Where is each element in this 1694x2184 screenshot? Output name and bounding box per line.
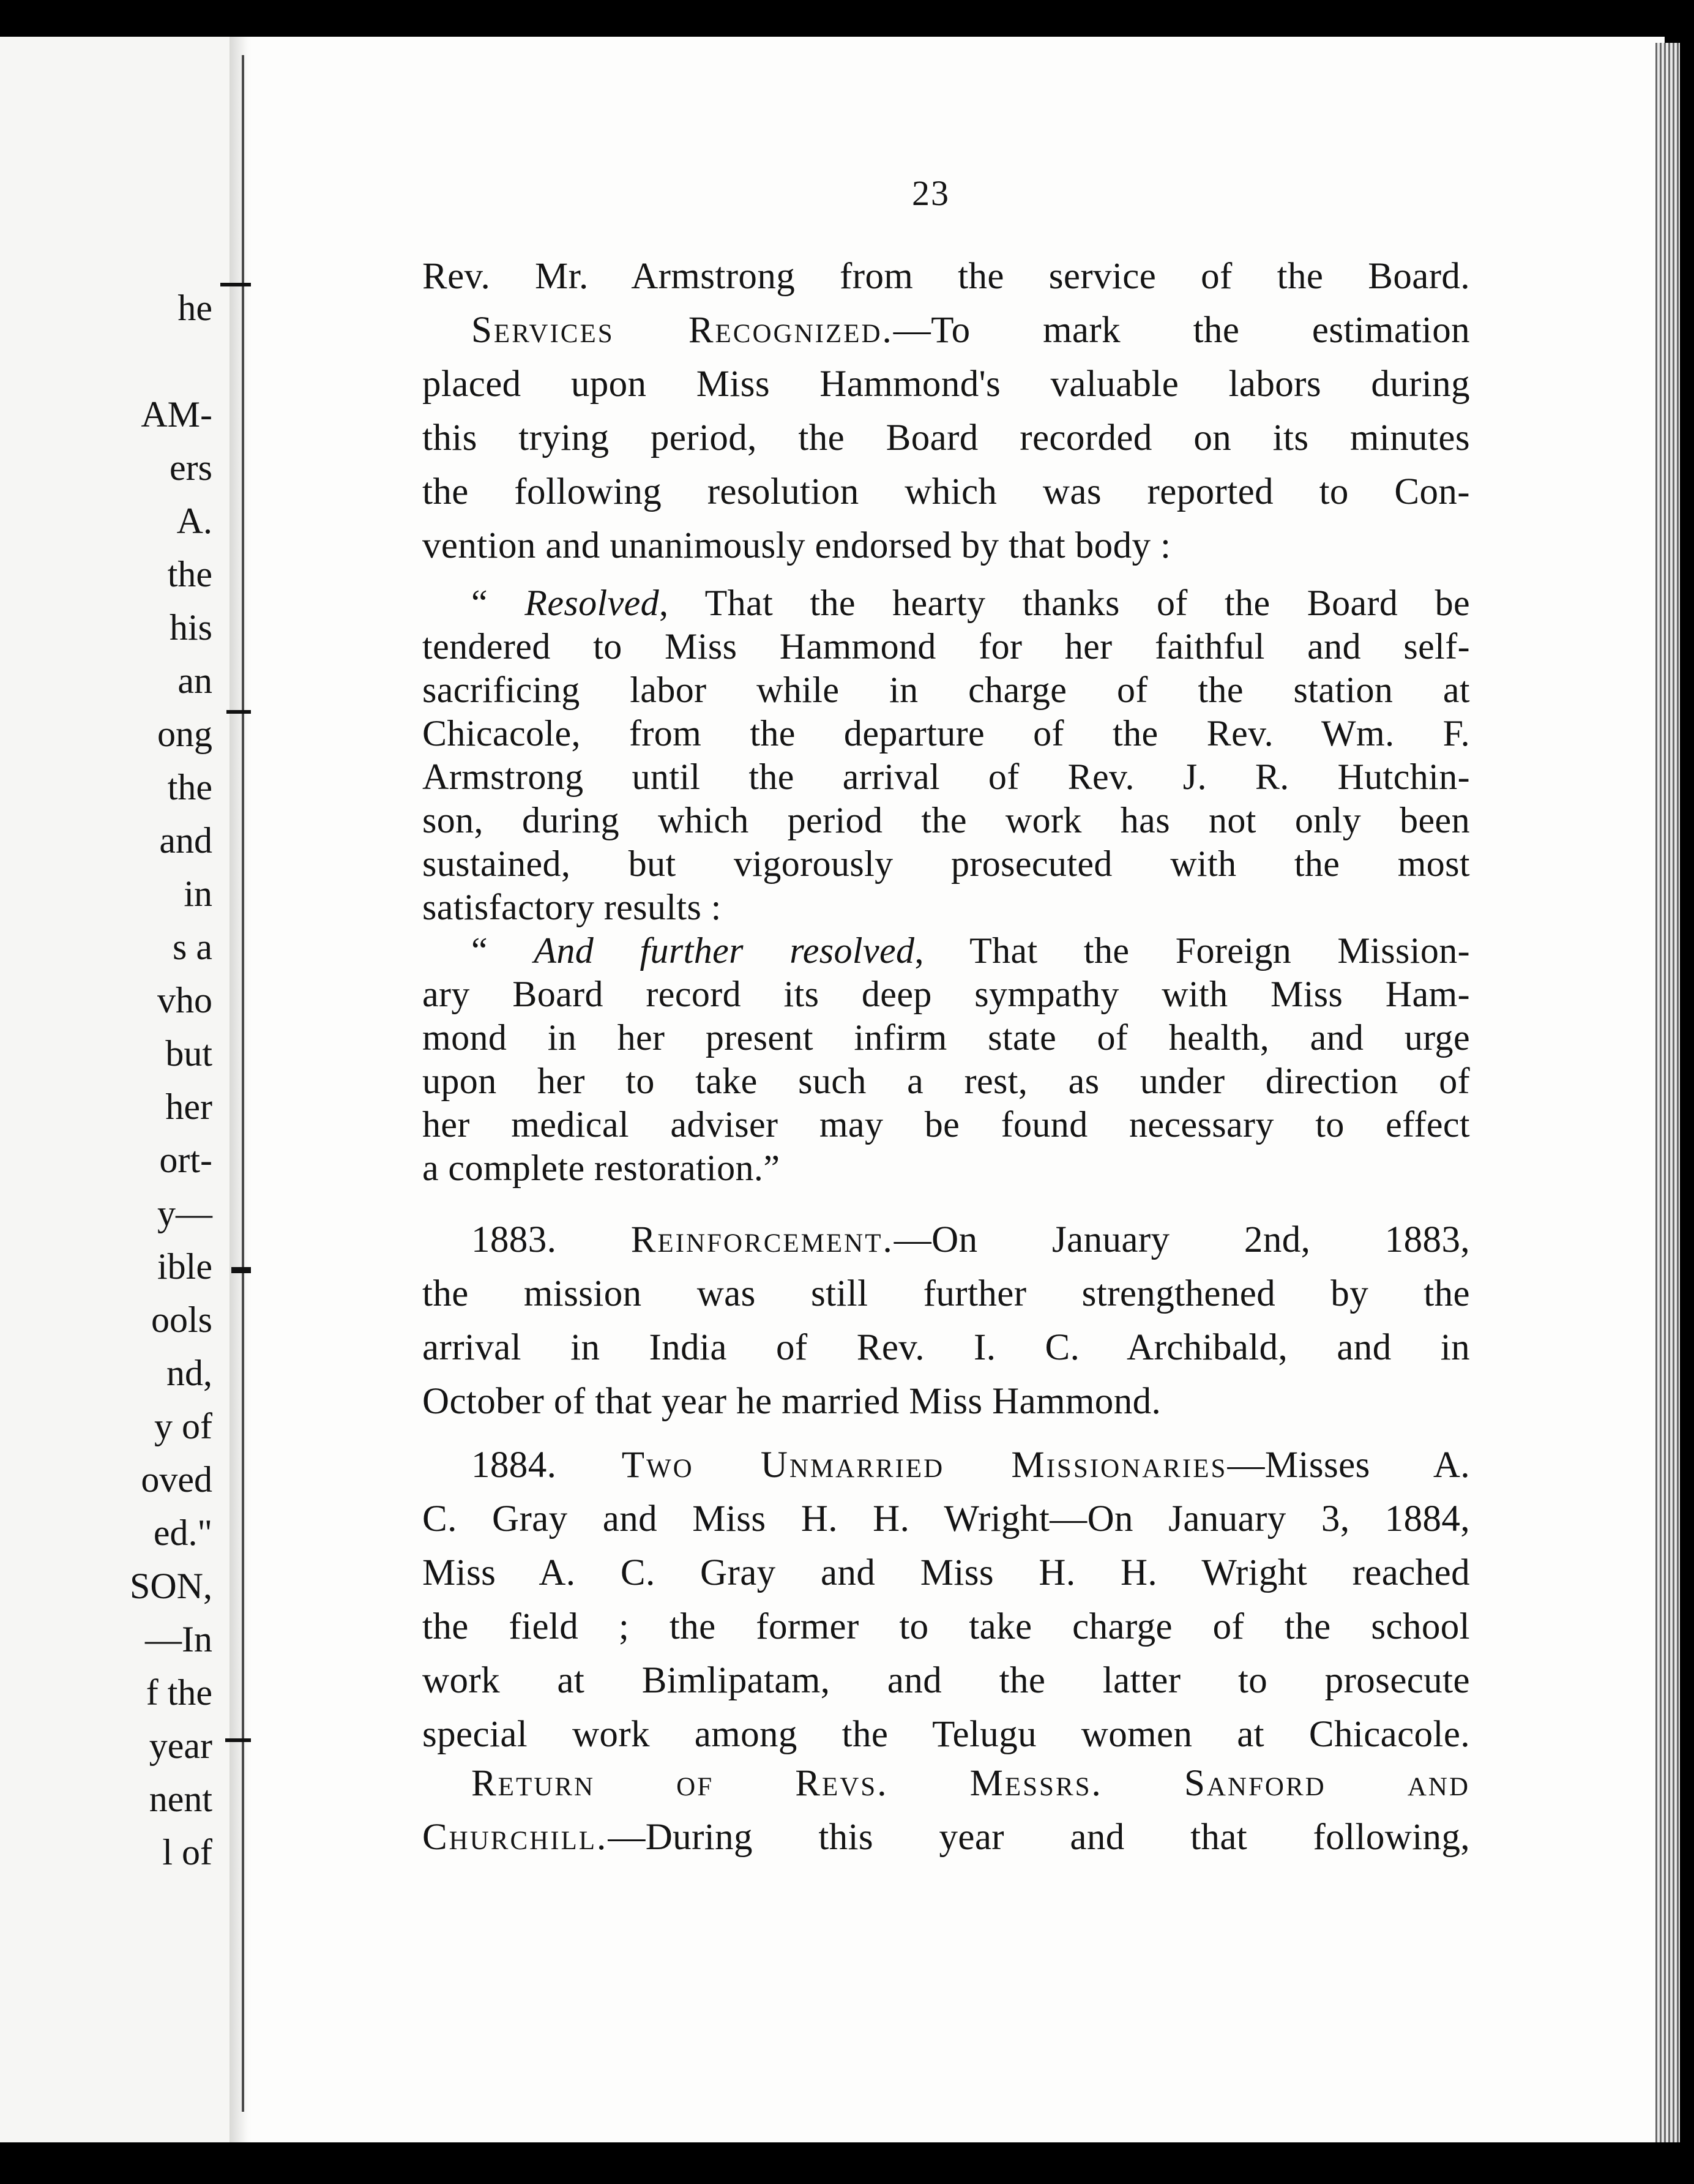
fragment-line: ers <box>170 447 212 488</box>
text-line <box>422 304 1470 357</box>
text-line: the following resolution which was reported to Con- <box>422 471 1470 512</box>
paragraph-1883-reinforcement <box>422 1213 1470 1429</box>
text-line: Chicacole, from the departure of the Rev. Wm. F. <box>422 713 1470 754</box>
text-line: Rev. Mr. Armstrong from the service of the Board. <box>422 256 1470 297</box>
text-line <box>422 1213 1470 1267</box>
fragment-line: AM- <box>141 394 212 435</box>
section-heading: Services Recognized. <box>471 310 894 351</box>
year-label: 1884. <box>471 1445 557 1486</box>
fragment-line: but <box>165 1033 212 1074</box>
text-line: special work among the Telugu women at Chicacole. <box>422 1714 1470 1755</box>
fragment-line <box>130 335 212 388</box>
text-line: mond in her present infirm state of health, and urge <box>422 1017 1470 1058</box>
fragment-line: ort- <box>159 1140 212 1180</box>
fragment-line: f the <box>146 1672 212 1713</box>
fragment-line: A. <box>176 501 212 541</box>
fragment-line: nent <box>149 1779 212 1819</box>
text-line: a complete restoration.” <box>422 1148 780 1188</box>
text-line: placed upon Miss Hammond's valuable labors during <box>422 364 1470 405</box>
text-line: sacrificing labor while in charge of the station at <box>422 670 1470 710</box>
scan-top-border <box>0 0 1694 37</box>
section-heading: Reinforcement. <box>630 1219 894 1260</box>
fragment-line: —In <box>145 1619 212 1659</box>
fragment-line: ools <box>151 1300 212 1340</box>
fragment-line: her <box>165 1086 212 1127</box>
text-run: —Misses A. <box>1227 1445 1470 1486</box>
text-line: vention and unanimously endorsed by that body : <box>422 525 1171 566</box>
fragment-line: ible <box>157 1246 212 1287</box>
paragraph-return-of-revs <box>422 1757 1470 1864</box>
text-line <box>422 1811 1470 1864</box>
fragment-line: ong <box>157 714 212 754</box>
fragment-line: the <box>167 554 212 594</box>
quote-mark: “ <box>471 583 525 623</box>
fragment-line: SON, <box>129 1566 212 1606</box>
page-stack-edge <box>1655 43 1680 2142</box>
fragment-line: his <box>169 607 212 648</box>
fragment-line: the <box>167 767 212 807</box>
text-line: son, during which period the work has not only been <box>422 800 1470 840</box>
text-line: this trying period, the Board recorded on its minutes <box>422 417 1470 458</box>
fragment-line: year <box>149 1726 212 1766</box>
quote-mark: “ <box>471 930 534 971</box>
text-line: upon her to take such a rest, as under direction of <box>422 1061 1470 1101</box>
paragraph-1884-missionaries <box>422 1438 1470 1762</box>
text-run: —To mark the estimation <box>893 310 1470 351</box>
fragment-line: y of <box>154 1406 212 1446</box>
text-line: October of that year he married Miss Hammond. <box>422 1381 1162 1422</box>
page-number: 23 <box>912 173 950 213</box>
text-line: C. Gray and Miss H. H. Wright—On January 3, 1884, <box>422 1498 1470 1539</box>
fragment-line: oved <box>141 1459 212 1500</box>
text-line: the mission was still further strengthened by the <box>422 1273 1470 1314</box>
text-line: Armstrong until the arrival of Rev. J. R. Hutchin- <box>422 757 1470 797</box>
text-line <box>422 1438 1470 1492</box>
text-run: —During this year and that following, <box>608 1817 1470 1858</box>
italic-lead: And further resolved <box>534 930 915 971</box>
resolution-quote-1 <box>422 582 1470 929</box>
fragment-line: y— <box>157 1193 212 1233</box>
text-line <box>422 929 1470 973</box>
fragment-line: nd, <box>166 1353 212 1393</box>
fragment-line: an <box>177 660 212 701</box>
text-line: satisfactory results : <box>422 887 722 927</box>
fragment-line: and <box>159 820 212 861</box>
text-run: —On January 2nd, 1883, <box>894 1219 1470 1260</box>
fragment-line: s a <box>173 927 212 967</box>
fragment-line: vho <box>157 980 212 1020</box>
scan-bottom-border <box>0 2142 1694 2184</box>
text-line: tendered to Miss Hammond for her faithful and self- <box>422 626 1470 667</box>
section-heading: Return of Revs. Messrs. Sanford and <box>471 1763 1470 1804</box>
fragment-line: in <box>184 873 212 914</box>
paragraph-services-recognized <box>422 250 1470 573</box>
fragment-line: l of <box>162 1832 212 1872</box>
text-run: , That the Foreign Mission- <box>914 930 1471 971</box>
fragment-line: ed." <box>153 1513 212 1553</box>
fragment-line: he <box>177 288 212 328</box>
text-line: Miss A. C. Gray and Miss H. H. Wright reached <box>422 1552 1470 1593</box>
text-line: ary Board record its deep sympathy with Miss Ham- <box>422 974 1470 1014</box>
binding-line <box>242 55 244 2112</box>
italic-lead: Resolved <box>524 583 660 623</box>
text-line: arrival in India of Rev. I. C. Archibald, and in <box>422 1327 1470 1368</box>
text-line: the field ; the former to take charge of the school <box>422 1606 1470 1647</box>
year-label: 1883. <box>471 1219 557 1260</box>
text-line <box>422 582 1470 625</box>
section-heading: Two Unmarried Missionaries <box>621 1445 1228 1486</box>
text-line: work at Bimlipatam, and the latter to prosecute <box>422 1660 1470 1701</box>
resolution-quote-2 <box>422 929 1470 1190</box>
text-run: , That the hearty thanks of the Board be <box>659 583 1471 623</box>
text-line: sustained, but vigorously prosecuted with the most <box>422 843 1470 884</box>
previous-page-edge <box>0 37 232 2142</box>
section-heading: Churchill. <box>422 1817 608 1858</box>
previous-page-text-fragments <box>130 282 212 1879</box>
text-line: her medical adviser may be found necessary to effect <box>422 1104 1470 1145</box>
